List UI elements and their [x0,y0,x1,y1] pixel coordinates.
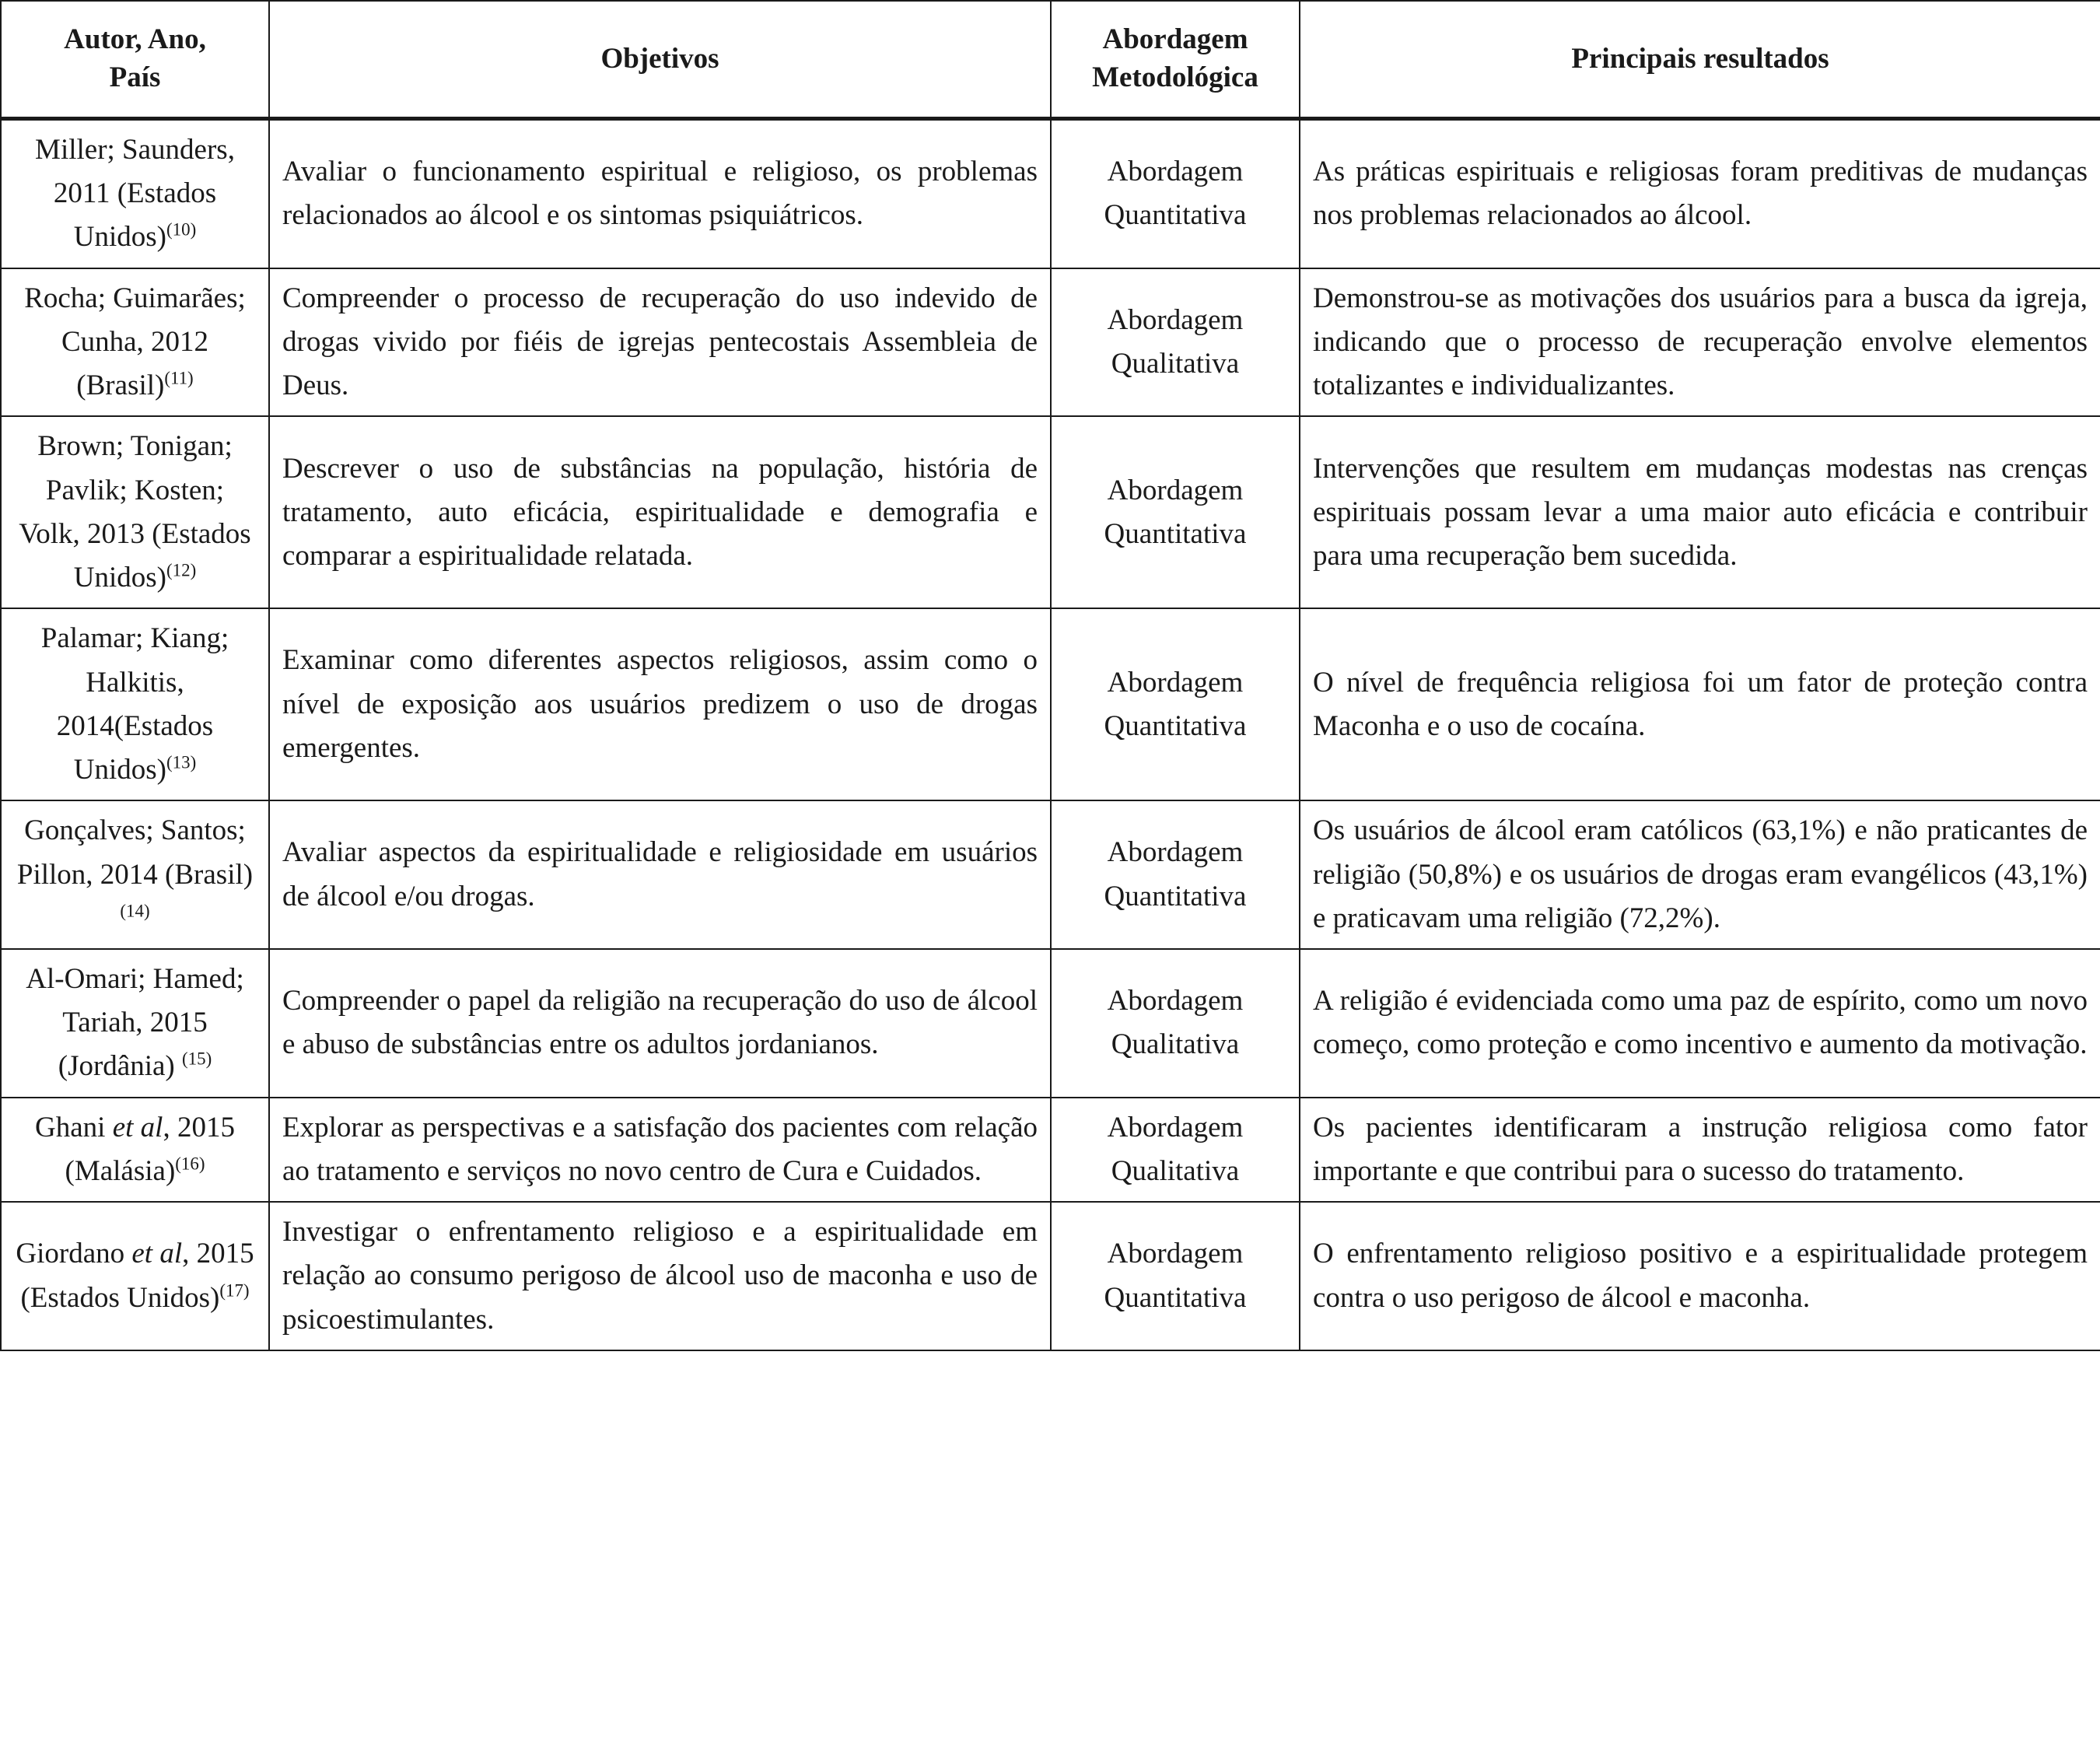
table-row [1,268,2100,417]
cell-objective: Examinar como diferentes aspectos religiosos, assim como o nível de exposição aos usuários predizem o uso de drogas emergentes. [269,608,1051,800]
table-row [1,608,2100,800]
cell-objective: Avaliar aspectos da espiritualidade e religiosidade em usuários de álcool e/ou drogas. [269,800,1051,949]
table-row [1,800,2100,949]
cell-methodological-approach [1051,949,1300,1098]
method-line2: Quantitativa [1104,880,1247,912]
cell-objective: Descrever o uso de substâncias na população, história de tratamento, auto eficácia, espiritualidade e demografia e comparar a espiritualidade relatada. [269,416,1051,608]
column-header-method [1051,1,1300,119]
cell-main-results: Os usuários de álcool eram católicos (63,1%) e não praticantes de religião (50,8%) e os usuários de drogas eram evangélicos (43,1%) e praticavam uma religião (72,2%). [1300,800,2100,949]
cell-methodological-approach [1051,119,1300,268]
table-header [1,1,2100,119]
table-row [1,119,2100,268]
reference-superscript: (10) [166,220,197,240]
cell-main-results: O enfrentamento religioso positivo e a espiritualidade protegem contra o uso perigoso de álcool e maconha. [1300,1202,2100,1350]
method-line2: Qualitativa [1111,1028,1240,1061]
method-line2: Qualitativa [1111,1154,1240,1187]
column-header-method-line1: Abordagem [1102,23,1248,56]
method-line1: Abordagem [1107,666,1244,699]
cell-objective: Compreender o processo de recuperação do uso indevido de drogas vivido por fiéis de igrejas pentecostais Assembleia de Deus. [269,268,1051,417]
column-header-method-line2: Metodológica [1092,61,1258,93]
method-line1: Abordagem [1107,985,1244,1017]
cell-author [1,119,269,268]
author-year-country: Palamar; Kiang; Halkitis, 2014(Estados Unidos) [40,622,229,786]
column-header-author-line1: Autor, Ano, [64,23,206,56]
cell-author [1,1098,269,1202]
author-year-country: Gonçalves; Santos; Pillon, 2014 (Brasil) [16,814,254,891]
author-year-country: , 2015 (Malásia) [65,1111,235,1187]
method-line1: Abordagem [1107,1111,1244,1143]
cell-author [1,268,269,417]
method-line1: Abordagem [1107,156,1244,188]
author-year-country: , 2015 (Estados Unidos) [20,1238,254,1314]
table-row [1,1098,2100,1202]
author-name: Ghani [35,1111,113,1143]
table-row [1,416,2100,608]
header-row [1,1,2100,119]
cell-methodological-approach [1051,1098,1300,1202]
reference-superscript: (12) [166,560,197,580]
column-header-author [1,1,269,119]
cell-objective: Compreender o papel da religião na recuperação do uso de álcool e abuso de substâncias entre os adultos jordanianos. [269,949,1051,1098]
cell-author [1,949,269,1098]
author-year-country: Miller; Saunders, 2011 (Estados Unidos) [35,134,235,254]
cell-author [1,800,269,949]
cell-objective: Investigar o enfrentamento religioso e a espiritualidade em relação ao consumo perigoso de álcool uso de maconha e uso de psicoestimulantes. [269,1202,1051,1350]
author-year-country: Brown; Tonigan; Pavlik; Kosten; Volk, 2013 (Estados Unidos) [19,430,251,594]
method-line2: Quantitativa [1104,199,1247,232]
cell-main-results: Os pacientes identificaram a instrução religiosa como fator importante e que contribui para o sucesso do tratamento. [1300,1098,2100,1202]
reference-superscript: (13) [166,752,197,772]
method-line2: Quantitativa [1104,1281,1247,1314]
cell-methodological-approach [1051,608,1300,800]
author-etal: et al [112,1111,163,1143]
cell-main-results: As práticas espirituais e religiosas foram preditivas de mudanças nos problemas relacionados ao álcool. [1300,119,2100,268]
column-header-results: Principais resultados [1300,1,2100,119]
method-line1: Abordagem [1107,303,1244,336]
method-line1: Abordagem [1107,474,1244,506]
cell-author [1,416,269,608]
cell-main-results: Demonstrou-se as motivações dos usuários para a busca da igreja, indicando que o processo de recuperação envolve elementos totalizantes e individualizantes. [1300,268,2100,417]
table-row [1,1202,2100,1350]
reference-superscript: (15) [182,1049,212,1070]
method-line1: Abordagem [1107,836,1244,869]
author-year-country: Rocha; Guimarães; Cunha, 2012 (Brasil) [24,282,246,402]
cell-methodological-approach [1051,1202,1300,1350]
table-row [1,949,2100,1098]
table-body [1,119,2100,1350]
cell-methodological-approach [1051,416,1300,608]
cell-author [1,1202,269,1350]
author-name: Giordano [16,1238,132,1270]
cell-main-results: Intervenções que resultem em mudanças modestas nas crenças espirituais possam levar a uma maior auto eficácia e contribuir para uma recuperação bem sucedida. [1300,416,2100,608]
author-etal: et al [131,1238,183,1270]
method-line1: Abordagem [1107,1238,1244,1270]
method-line2: Quantitativa [1104,709,1247,742]
cell-author [1,608,269,800]
method-line2: Qualitativa [1111,348,1240,380]
reference-superscript: (11) [164,368,194,388]
reference-superscript: (17) [219,1280,250,1301]
column-header-author-line2: País [109,61,161,93]
method-line2: Quantitativa [1104,517,1247,550]
column-header-objectives: Objetivos [269,1,1051,119]
cell-objective: Avaliar o funcionamento espiritual e religioso, os problemas relacionados ao álcool e os sintomas psiquiátricos. [269,119,1051,268]
cell-main-results: O nível de frequência religiosa foi um fator de proteção contra Maconha e o uso de cocaína. [1300,608,2100,800]
reference-superscript: (16) [175,1154,205,1174]
cell-methodological-approach [1051,800,1300,949]
cell-objective: Explorar as perspectivas e a satisfação dos pacientes com relação ao tratamento e serviços no novo centro de Cura e Cuidados. [269,1098,1051,1202]
reference-superscript: (14) [120,901,150,921]
author-year-country: Al-Omari; Hamed; Tariah, 2015 (Jordânia) [26,962,244,1083]
cell-methodological-approach [1051,268,1300,417]
cell-main-results: A religião é evidenciada como uma paz de espírito, como um novo começo, como proteção e como incentivo e aumento da motivação. [1300,949,2100,1098]
